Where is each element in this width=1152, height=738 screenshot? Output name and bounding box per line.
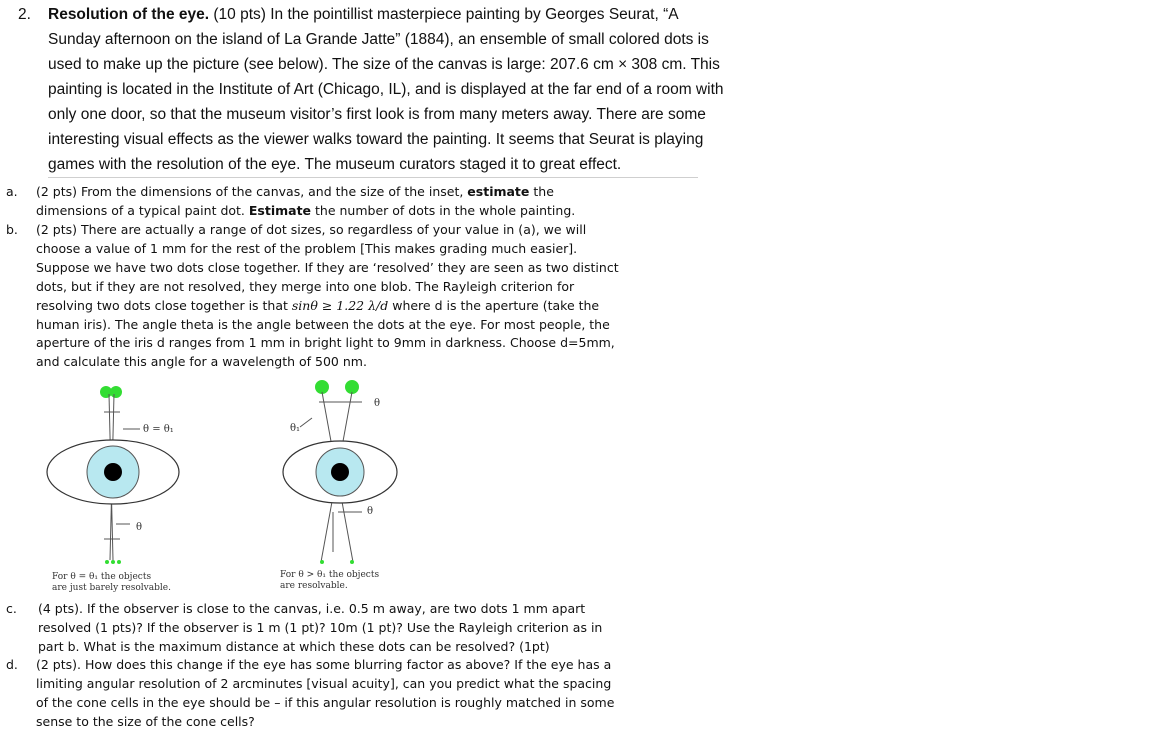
part-a-bold-estimate: estimate bbox=[467, 184, 530, 199]
left-caption-line-1: For θ = θ₁ the objects bbox=[52, 572, 152, 582]
part-b-line-8: and calculate this angle for a wavelength of 500 nm. bbox=[36, 354, 367, 370]
question-2-line-2: Sunday afternoon on the island of La Grande Jatte” (1884), an ensemble of small colored dots is bbox=[48, 31, 709, 48]
left-eye-figure bbox=[47, 386, 179, 564]
part-a-line-1 bbox=[36, 183, 716, 202]
eye-resolution-diagram bbox=[0, 372, 460, 604]
left-bottom-dot-3 bbox=[117, 560, 121, 564]
part-b-line-2: choose a value of 1 mm for the rest of the problem [This makes grading much easier]. bbox=[36, 240, 578, 256]
question-number: 2. bbox=[18, 6, 31, 23]
part-a-letter: a. bbox=[6, 184, 18, 199]
right-theta-bottom-label: θ bbox=[367, 506, 374, 517]
right-bottom-dot-1 bbox=[320, 560, 324, 564]
part-d-line-4: sense to the size of the cone cells? bbox=[36, 713, 255, 729]
part-c-text bbox=[38, 600, 718, 657]
part-a bbox=[0, 183, 760, 223]
part-a-line-1-pre: (2 pts) From the dimensions of the canvas, and the size of the inset, bbox=[36, 184, 468, 199]
question-2-line-4: painting is located in the Institute of Art (Chicago, IL), and is displayed at the far end of a room with bbox=[48, 81, 724, 98]
part-c-letter: c. bbox=[6, 601, 17, 616]
question-2-line-7: games with the resolution of the eye. The museum curators staged it to great effect. bbox=[48, 156, 622, 173]
left-bottom-dot-2 bbox=[111, 560, 115, 564]
part-c bbox=[0, 600, 760, 660]
right-theta1-label: θ₁ bbox=[290, 423, 301, 434]
part-b-text bbox=[36, 221, 716, 372]
question-2-line-1-rest: (10 pts) In the pointillist masterpiece painting by Georges Seurat, “A bbox=[209, 6, 679, 23]
question-2-line-1 bbox=[48, 2, 778, 27]
part-b-line-5 bbox=[36, 297, 716, 316]
part-c-line-3: part b. What is the maximum distance at which these dots can be resolved? (1pt) bbox=[38, 638, 550, 654]
part-a-line-1-post: the bbox=[529, 184, 554, 199]
left-top-dot-2 bbox=[110, 386, 122, 398]
part-b-line-7: aperture of the iris d ranges from 1 mm in bright light to 9mm in darkness. Choose d=5mm, bbox=[36, 335, 615, 351]
left-caption bbox=[52, 572, 171, 594]
left-theta-equal-label: θ = θ₁ bbox=[143, 424, 174, 435]
question-title: Resolution of the eye. bbox=[48, 6, 210, 23]
part-d-text bbox=[36, 656, 716, 732]
left-caption-line-2: are just barely resolvable. bbox=[52, 583, 171, 593]
part-b-line-3: Suppose we have two dots close together. If they are ‘resolved’ they are seen as two distinct bbox=[36, 259, 619, 275]
part-b-line-5-post: where d is the aperture (take the bbox=[388, 297, 600, 313]
part-a-line-2-pre: dimensions of a typical paint dot. bbox=[36, 202, 249, 218]
part-a-line-2-post: the number of dots in the whole painting. bbox=[311, 202, 576, 218]
eye-diagram-svg bbox=[0, 372, 460, 604]
part-a-text bbox=[36, 183, 716, 221]
part-b-line-1: (2 pts) There are actually a range of dot sizes, so regardless of your value in (a), we will bbox=[36, 222, 587, 237]
left-theta-label: θ bbox=[136, 522, 143, 533]
part-d-letter: d. bbox=[6, 657, 18, 672]
part-b-letter: b. bbox=[6, 222, 18, 237]
part-d-line-1: (2 pts). How does this change if the eye has some blurring factor as above? If the eye has a bbox=[36, 657, 612, 672]
part-d bbox=[0, 656, 760, 736]
left-bottom-dot-1 bbox=[105, 560, 109, 564]
right-top-dot-2 bbox=[345, 380, 359, 394]
right-caption-line-2: are resolvable. bbox=[280, 581, 348, 591]
part-d-line-2: limiting angular resolution of 2 arcminutes [visual acuity], can you predict what the spacing bbox=[36, 675, 612, 691]
question-2-line-5: only one door, so that the museum visitor’s first look is from many meters away. There are some bbox=[48, 106, 706, 123]
part-b-line-4: dots, but if they are not resolved, they merge into one blob. The Rayleigh criterion for bbox=[36, 278, 575, 294]
divider bbox=[48, 177, 698, 178]
right-caption bbox=[280, 570, 379, 592]
part-a-line-2 bbox=[36, 202, 716, 221]
part-b bbox=[0, 221, 760, 373]
question-2-text bbox=[48, 2, 778, 177]
right-pupil bbox=[331, 463, 349, 481]
right-theta-top-label: θ bbox=[374, 398, 381, 409]
left-pupil bbox=[104, 463, 122, 481]
right-label-leader-top bbox=[300, 418, 312, 427]
part-b-line-6: human iris). The angle theta is the angle between the dots at the eye. For most people, the bbox=[36, 316, 610, 332]
part-a-bold-estimate-2: Estimate bbox=[248, 202, 312, 218]
right-caption-line-1: For θ > θ₁ the objects bbox=[280, 570, 380, 580]
question-2-line-6: interesting visual effects as the viewer walks toward the painting. It seems that Seurat is playing bbox=[48, 131, 704, 148]
right-bottom-dot-2 bbox=[350, 560, 354, 564]
part-c-line-2: resolved (1 pts)? If the observer is 1 m (1 pt)? 10m (1 pt)? Use the Rayleigh criterion as in bbox=[38, 619, 603, 635]
question-2-line-3: used to make up the picture (see below). The size of the canvas is large: 207.6 cm × 308 cm. This bbox=[48, 56, 720, 73]
part-c-line-1: (4 pts). If the observer is close to the canvas, i.e. 0.5 m away, are two dots 1 mm apart bbox=[38, 601, 586, 616]
rayleigh-formula: sinθ ≥ 1.22 λ/d bbox=[291, 297, 389, 313]
part-b-line-5-pre: resolving two dots close together is that bbox=[36, 297, 292, 313]
part-d-line-3: of the cone cells in the eye should be – if this angular resolution is roughly matched in some bbox=[36, 694, 615, 710]
right-top-dot-1 bbox=[315, 380, 329, 394]
